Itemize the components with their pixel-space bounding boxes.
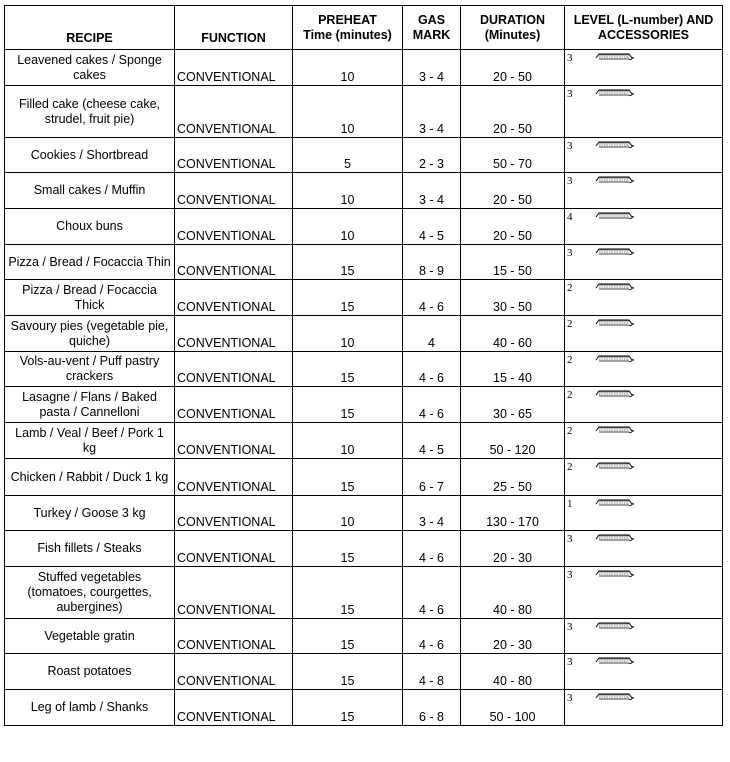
baking-tray-icon [595, 139, 635, 154]
level-cell [565, 619, 723, 654]
function-cell: CONVENTIONAL [175, 654, 293, 690]
level-cell [565, 690, 723, 726]
recipe-cell: Fish fillets / Steaks [5, 531, 175, 567]
header-duration: DURATION (Minutes) [461, 6, 565, 50]
duration-cell: 20 - 50 [461, 173, 565, 209]
function-cell: CONVENTIONAL [175, 423, 293, 459]
baking-tray-icon [595, 691, 635, 706]
preheat-cell: 5 [293, 138, 403, 173]
level-number: 3 [567, 175, 573, 187]
gas-mark-cell: 3 - 4 [403, 50, 461, 86]
gas-mark-cell: 3 - 4 [403, 173, 461, 209]
header-row [5, 6, 723, 50]
duration-cell: 30 - 50 [461, 280, 565, 316]
baking-tray-icon [595, 353, 635, 368]
header-function: FUNCTION [175, 6, 293, 50]
preheat-cell: 10 [293, 50, 403, 86]
preheat-cell: 15 [293, 387, 403, 423]
function-cell: CONVENTIONAL [175, 316, 293, 352]
recipe-cell: Vegetable gratin [5, 619, 175, 654]
duration-cell: 20 - 30 [461, 531, 565, 567]
baking-tray-icon [595, 246, 635, 261]
table-row [5, 459, 723, 496]
duration-cell: 25 - 50 [461, 459, 565, 496]
function-cell: CONVENTIONAL [175, 496, 293, 531]
table-row [5, 86, 723, 138]
preheat-cell: 15 [293, 352, 403, 387]
level-cell [565, 459, 723, 496]
gas-mark-cell: 8 - 9 [403, 245, 461, 280]
function-cell: CONVENTIONAL [175, 173, 293, 209]
duration-cell: 20 - 50 [461, 86, 565, 138]
baking-tray-icon [595, 210, 635, 225]
duration-cell: 20 - 30 [461, 619, 565, 654]
preheat-cell: 15 [293, 245, 403, 280]
level-cell [565, 423, 723, 459]
level-number: 2 [567, 425, 573, 437]
table-row [5, 567, 723, 619]
duration-cell: 40 - 80 [461, 654, 565, 690]
table-row [5, 690, 723, 726]
level-number: 3 [567, 140, 573, 152]
recipe-cell: Choux buns [5, 209, 175, 245]
level-cell [565, 654, 723, 690]
table-body [5, 50, 723, 726]
table-row [5, 387, 723, 423]
header-level: LEVEL (L-number) AND ACCESSORIES [565, 6, 723, 50]
duration-cell: 40 - 60 [461, 316, 565, 352]
duration-cell: 20 - 50 [461, 209, 565, 245]
recipe-cell: Lasagne / Flans / Baked pasta / Cannelloni [5, 387, 175, 423]
table-row [5, 209, 723, 245]
duration-cell: 15 - 50 [461, 245, 565, 280]
recipe-cell: Turkey / Goose 3 kg [5, 496, 175, 531]
function-cell: CONVENTIONAL [175, 50, 293, 86]
table-row [5, 316, 723, 352]
level-cell [565, 209, 723, 245]
gas-mark-cell: 4 - 5 [403, 423, 461, 459]
level-number: 3 [567, 52, 573, 64]
baking-tray-icon [595, 317, 635, 332]
level-number: 3 [567, 621, 573, 633]
gas-mark-cell: 4 - 6 [403, 387, 461, 423]
level-number: 3 [567, 656, 573, 668]
preheat-cell: 15 [293, 459, 403, 496]
duration-cell: 15 - 40 [461, 352, 565, 387]
level-number: 3 [567, 247, 573, 259]
header-recipe: RECIPE [5, 6, 175, 50]
gas-mark-cell: 6 - 8 [403, 690, 461, 726]
gas-mark-cell: 3 - 4 [403, 496, 461, 531]
duration-cell: 40 - 80 [461, 567, 565, 619]
preheat-cell: 10 [293, 423, 403, 459]
level-cell [565, 352, 723, 387]
gas-mark-cell: 4 - 6 [403, 531, 461, 567]
level-number: 3 [567, 569, 573, 581]
function-cell: CONVENTIONAL [175, 387, 293, 423]
level-cell [565, 86, 723, 138]
level-number: 3 [567, 692, 573, 704]
function-cell: CONVENTIONAL [175, 280, 293, 316]
preheat-cell: 15 [293, 280, 403, 316]
level-cell [565, 567, 723, 619]
preheat-cell: 10 [293, 173, 403, 209]
table-row [5, 619, 723, 654]
level-cell [565, 245, 723, 280]
level-cell [565, 173, 723, 209]
duration-cell: 50 - 120 [461, 423, 565, 459]
gas-mark-cell: 3 - 4 [403, 86, 461, 138]
gas-mark-cell: 4 - 6 [403, 567, 461, 619]
cooking-table [4, 5, 723, 726]
gas-mark-cell: 4 [403, 316, 461, 352]
function-cell: CONVENTIONAL [175, 352, 293, 387]
duration-cell: 130 - 170 [461, 496, 565, 531]
duration-cell: 50 - 70 [461, 138, 565, 173]
duration-cell: 20 - 50 [461, 50, 565, 86]
table-row [5, 173, 723, 209]
baking-tray-icon [595, 620, 635, 635]
function-cell: CONVENTIONAL [175, 567, 293, 619]
level-number: 3 [567, 88, 573, 100]
recipe-cell: Cookies / Shortbread [5, 138, 175, 173]
function-cell: CONVENTIONAL [175, 86, 293, 138]
gas-mark-cell: 4 - 6 [403, 280, 461, 316]
table-row [5, 423, 723, 459]
baking-tray-icon [595, 655, 635, 670]
preheat-cell: 15 [293, 654, 403, 690]
baking-tray-icon [595, 460, 635, 475]
recipe-cell: Leavened cakes / Sponge cakes [5, 50, 175, 86]
recipe-cell: Small cakes / Muffin [5, 173, 175, 209]
recipe-cell: Savoury pies (vegetable pie, quiche) [5, 316, 175, 352]
duration-cell: 30 - 65 [461, 387, 565, 423]
level-cell [565, 50, 723, 86]
gas-mark-cell: 4 - 8 [403, 654, 461, 690]
preheat-cell: 10 [293, 86, 403, 138]
table-row [5, 245, 723, 280]
table-row [5, 496, 723, 531]
baking-tray-icon [595, 568, 635, 583]
level-cell [565, 138, 723, 173]
level-number: 2 [567, 461, 573, 473]
level-number: 2 [567, 389, 573, 401]
recipe-cell: Vols-au-vent / Puff pastry crackers [5, 352, 175, 387]
level-number: 2 [567, 354, 573, 366]
baking-tray-icon [595, 497, 635, 512]
header-gas-mark: GAS MARK [403, 6, 461, 50]
preheat-cell: 10 [293, 496, 403, 531]
recipe-cell: Pizza / Bread / Focaccia Thick [5, 280, 175, 316]
function-cell: CONVENTIONAL [175, 619, 293, 654]
table-row [5, 654, 723, 690]
level-number: 1 [567, 498, 573, 510]
function-cell: CONVENTIONAL [175, 459, 293, 496]
gas-mark-cell: 2 - 3 [403, 138, 461, 173]
function-cell: CONVENTIONAL [175, 531, 293, 567]
baking-tray-icon [595, 424, 635, 439]
function-cell: CONVENTIONAL [175, 209, 293, 245]
baking-tray-icon [595, 281, 635, 296]
table-row [5, 352, 723, 387]
duration-cell: 50 - 100 [461, 690, 565, 726]
recipe-cell: Filled cake (cheese cake, strudel, fruit pie) [5, 86, 175, 138]
level-cell [565, 280, 723, 316]
preheat-cell: 15 [293, 567, 403, 619]
level-number: 3 [567, 533, 573, 545]
table-row [5, 280, 723, 316]
recipe-cell: Pizza / Bread / Focaccia Thin [5, 245, 175, 280]
recipe-cell: Roast potatoes [5, 654, 175, 690]
recipe-cell: Lamb / Veal / Beef / Pork 1 kg [5, 423, 175, 459]
gas-mark-cell: 6 - 7 [403, 459, 461, 496]
function-cell: CONVENTIONAL [175, 245, 293, 280]
level-cell [565, 531, 723, 567]
preheat-cell: 15 [293, 619, 403, 654]
baking-tray-icon [595, 388, 635, 403]
baking-tray-icon [595, 87, 635, 102]
baking-tray-icon [595, 174, 635, 189]
recipe-cell: Stuffed vegetables (tomatoes, courgettes, aubergines) [5, 567, 175, 619]
function-cell: CONVENTIONAL [175, 138, 293, 173]
table-row [5, 50, 723, 86]
gas-mark-cell: 4 - 6 [403, 352, 461, 387]
gas-mark-cell: 4 - 5 [403, 209, 461, 245]
preheat-cell: 15 [293, 690, 403, 726]
table-row [5, 531, 723, 567]
gas-mark-cell: 4 - 6 [403, 619, 461, 654]
preheat-cell: 10 [293, 209, 403, 245]
table-row [5, 138, 723, 173]
level-cell [565, 496, 723, 531]
level-number: 4 [567, 211, 573, 223]
preheat-cell: 15 [293, 531, 403, 567]
preheat-cell: 10 [293, 316, 403, 352]
function-cell: CONVENTIONAL [175, 690, 293, 726]
level-number: 2 [567, 282, 573, 294]
recipe-cell: Leg of lamb / Shanks [5, 690, 175, 726]
level-number: 2 [567, 318, 573, 330]
recipe-cell: Chicken / Rabbit / Duck 1 kg [5, 459, 175, 496]
baking-tray-icon [595, 532, 635, 547]
level-cell [565, 387, 723, 423]
level-cell [565, 316, 723, 352]
baking-tray-icon [595, 51, 635, 66]
header-preheat: PREHEAT Time (minutes) [293, 6, 403, 50]
